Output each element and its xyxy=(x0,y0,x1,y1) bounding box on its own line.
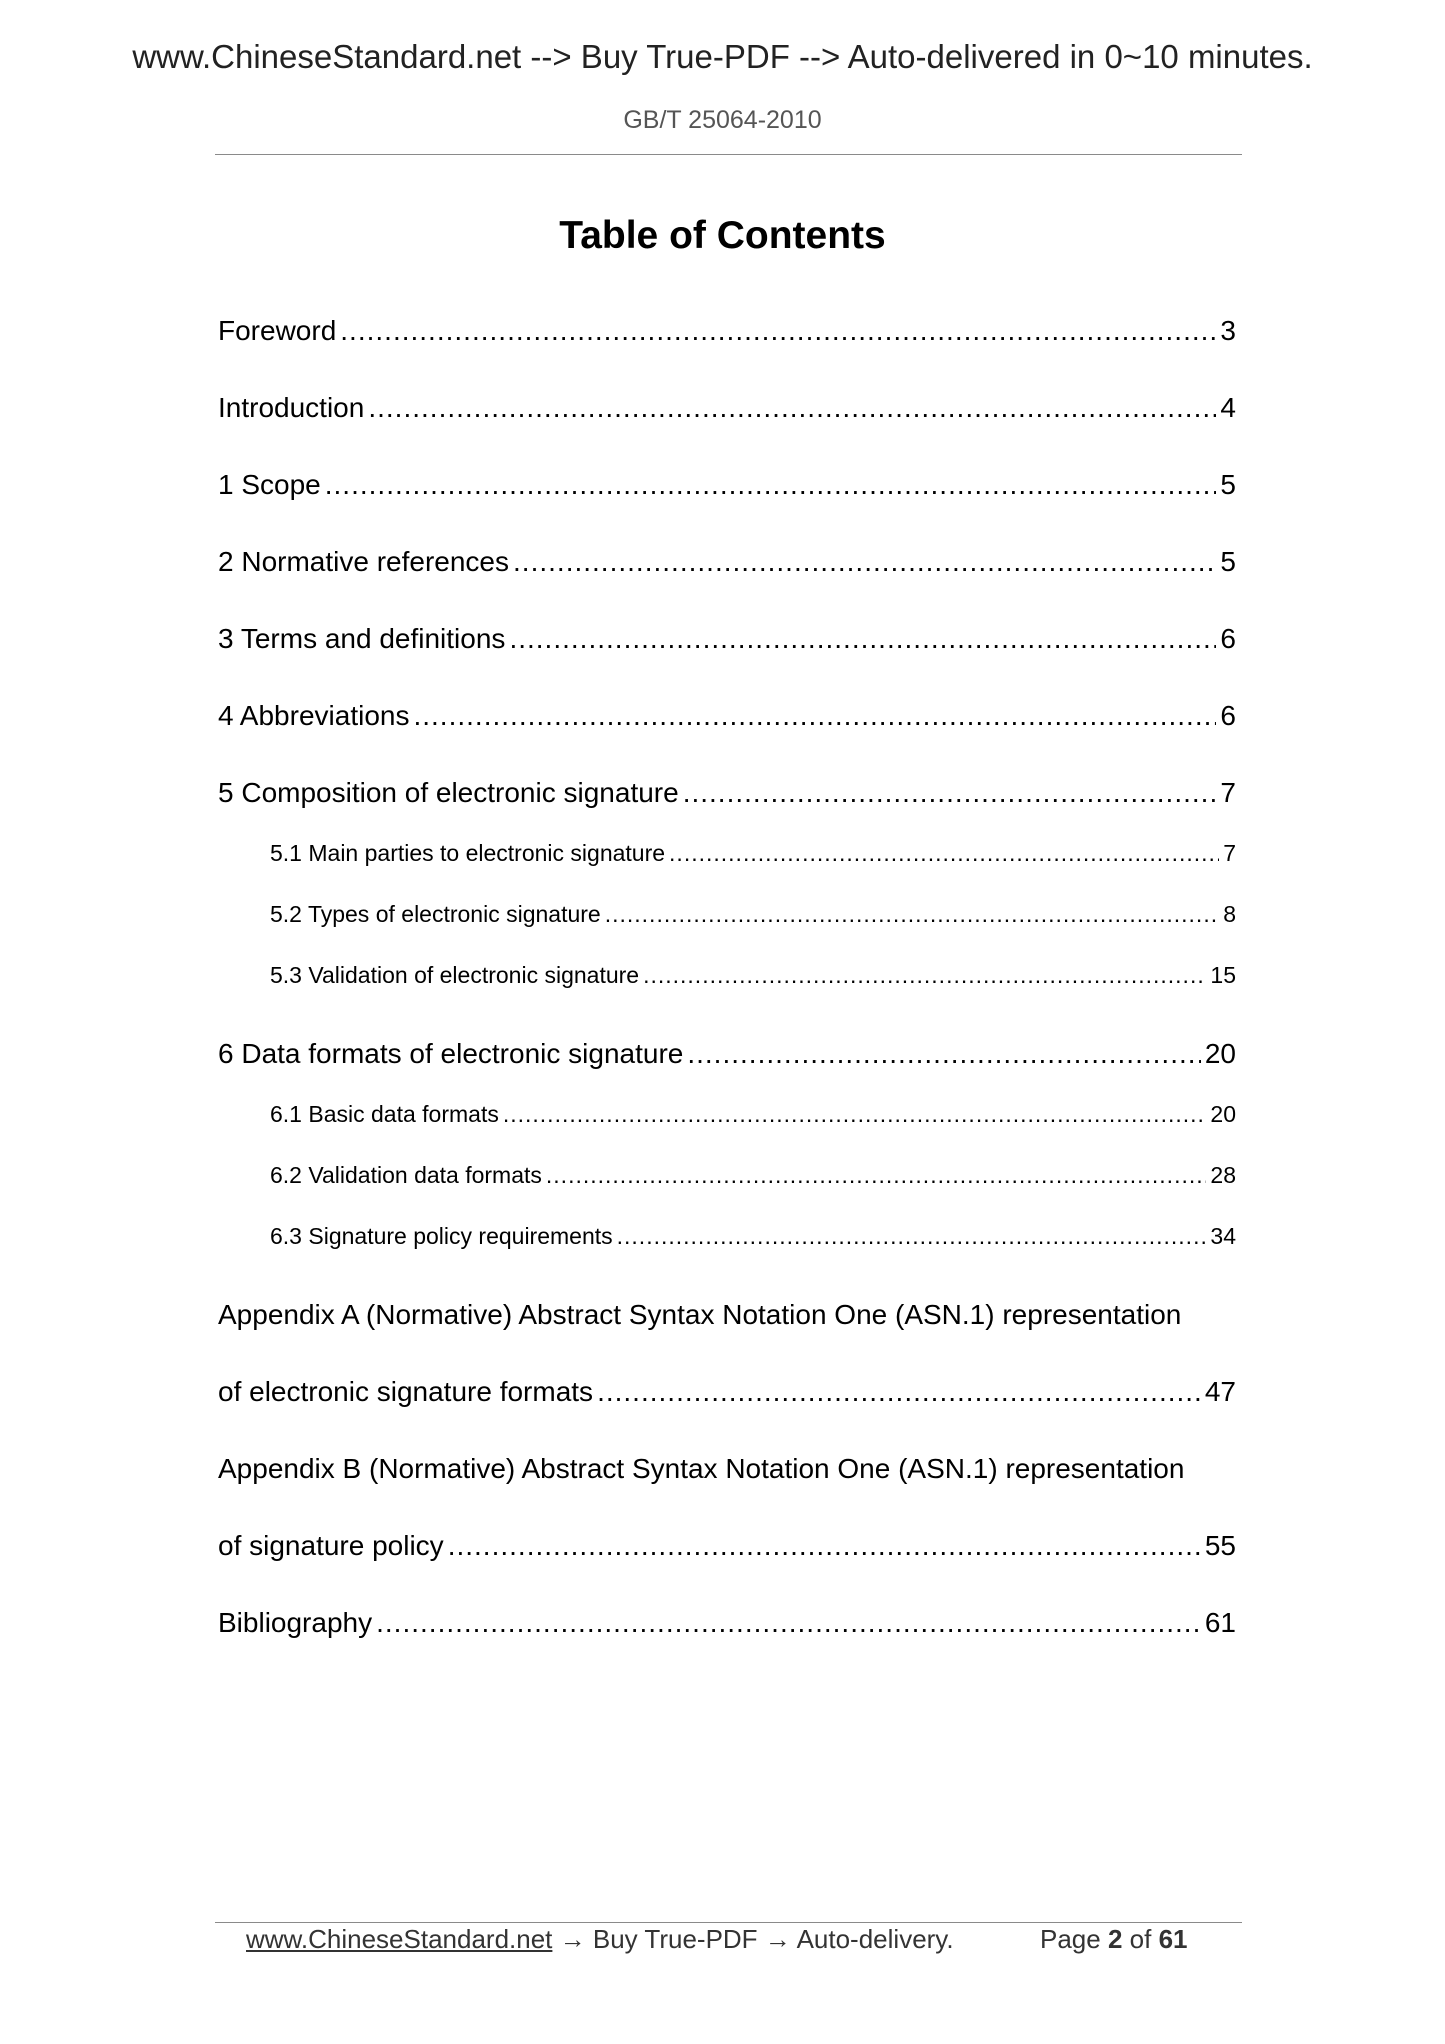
toc-entry-normative-references[interactable] xyxy=(218,546,1236,578)
page-current: 2 xyxy=(1107,1924,1123,1954)
toc-entry-terms-and-definitions[interactable] xyxy=(218,623,1236,655)
toc-entry-bibliography[interactable] xyxy=(218,1607,1236,1639)
toc-entry-abbreviations[interactable] xyxy=(218,700,1236,732)
page-total: 61 xyxy=(1158,1924,1188,1954)
toc-entry-label: of electronic signature formats xyxy=(218,1376,594,1407)
toc-entry-label: Introduction xyxy=(218,392,365,423)
toc-entry-label: 6 Data formats of electronic signature xyxy=(218,1038,684,1069)
dot-leader xyxy=(509,623,1216,655)
toc-entry-page: 5 xyxy=(1220,546,1236,577)
toc-entry-page: 6 xyxy=(1220,623,1236,654)
toc-entry-5-1[interactable] xyxy=(270,840,1236,867)
page-footer xyxy=(246,1924,1216,1955)
toc-entry-6-1[interactable] xyxy=(270,1101,1236,1128)
toc-entry-6-3[interactable] xyxy=(270,1223,1236,1250)
toc-entry-label: 6.2 Validation data formats xyxy=(270,1162,542,1188)
dot-leader xyxy=(546,1162,1207,1189)
toc-entry-page: 15 xyxy=(1210,962,1236,988)
toc-entry-6-2[interactable] xyxy=(270,1162,1236,1189)
dot-leader xyxy=(683,777,1217,809)
toc-entry-label: 5 Composition of electronic signature xyxy=(218,777,679,808)
dot-leader xyxy=(503,1101,1207,1128)
dot-leader xyxy=(643,962,1206,989)
footer-text: → Buy True-PDF → Auto-delivery. xyxy=(552,1924,954,1954)
toc-entry-page: 47 xyxy=(1204,1376,1236,1407)
dot-leader xyxy=(687,1038,1201,1070)
toc-entry-appendix-b[interactable] xyxy=(218,1530,1236,1562)
toc-entry-page: 5 xyxy=(1220,469,1236,500)
dot-leader xyxy=(325,469,1217,501)
toc-appendix-a-line1[interactable]: Appendix A (Normative) Abstract Syntax Notation One (ASN.1) representation xyxy=(218,1299,1182,1330)
toc-entry-label: 4 Abbreviations xyxy=(218,700,410,731)
page-title: Table of Contents xyxy=(559,214,886,257)
toc-entry-label: 2 Normative references xyxy=(218,546,510,577)
toc-entry-label: Bibliography xyxy=(218,1607,373,1638)
toc-entry-label: 5.3 Validation of electronic signature xyxy=(270,962,640,988)
toc-entry-label: of signature policy xyxy=(218,1530,444,1561)
top-banner: www.ChineseStandard.net --> Buy True-PDF --> Auto-delivered in 0~10 minutes. xyxy=(132,38,1313,75)
toc-entry-page: 28 xyxy=(1210,1162,1236,1188)
toc-entry-page: 7 xyxy=(1223,840,1236,866)
dot-leader xyxy=(376,1607,1201,1639)
dot-leader xyxy=(513,546,1216,578)
toc-entry-label: 1 Scope xyxy=(218,469,321,500)
toc-entry-appendix-a[interactable] xyxy=(218,1376,1236,1408)
toc-entry-label: 6.1 Basic data formats xyxy=(270,1101,499,1127)
toc-entry-5-3[interactable] xyxy=(270,962,1236,989)
toc-entry-page: 55 xyxy=(1204,1530,1236,1561)
page-prefix: Page xyxy=(1040,1924,1101,1954)
document-code: GB/T 25064-2010 xyxy=(623,106,822,134)
toc-entry-page: 34 xyxy=(1210,1223,1236,1249)
toc-entry-composition[interactable] xyxy=(218,777,1236,809)
toc-entry-label: 5.1 Main parties to electronic signature xyxy=(270,840,666,866)
toc-entry-introduction[interactable] xyxy=(218,392,1236,424)
toc-entry-page: 6 xyxy=(1220,700,1236,731)
dot-leader xyxy=(597,1376,1201,1408)
toc-entry-page: 8 xyxy=(1223,901,1236,927)
dot-leader xyxy=(368,392,1216,424)
toc-entry-page: 3 xyxy=(1220,315,1236,346)
page-number xyxy=(1040,1924,1188,1955)
toc-entry-5-2[interactable] xyxy=(270,901,1236,928)
toc-entry-label: Foreword xyxy=(218,315,337,346)
toc-entry-page: 4 xyxy=(1220,392,1236,423)
footer-divider xyxy=(215,1922,1242,1923)
toc-entry-page: 61 xyxy=(1204,1607,1236,1638)
toc-entry-label: 6.3 Signature policy requirements xyxy=(270,1223,613,1249)
page-of: of xyxy=(1129,1924,1152,1954)
dot-leader xyxy=(605,901,1219,928)
footer-site-link[interactable]: www.ChineseStandard.net xyxy=(246,1924,553,1954)
toc-entry-page: 7 xyxy=(1220,777,1236,808)
toc-appendix-b-line1[interactable]: Appendix B (Normative) Abstract Syntax Notation One (ASN.1) representation xyxy=(218,1453,1185,1484)
toc-entry-page: 20 xyxy=(1204,1038,1236,1069)
header-divider xyxy=(215,154,1242,155)
dot-leader xyxy=(617,1223,1207,1250)
dot-leader xyxy=(413,700,1216,732)
toc-entry-label: 5.2 Types of electronic signature xyxy=(270,901,601,927)
dot-leader xyxy=(448,1530,1201,1562)
dot-leader xyxy=(340,315,1216,347)
toc-entry-scope[interactable] xyxy=(218,469,1236,501)
toc-entry-label: 3 Terms and definitions xyxy=(218,623,506,654)
toc-entry-data-formats[interactable] xyxy=(218,1038,1236,1070)
toc-entry-page: 20 xyxy=(1210,1101,1236,1127)
dot-leader xyxy=(669,840,1219,867)
toc-entry-foreword[interactable] xyxy=(218,315,1236,347)
